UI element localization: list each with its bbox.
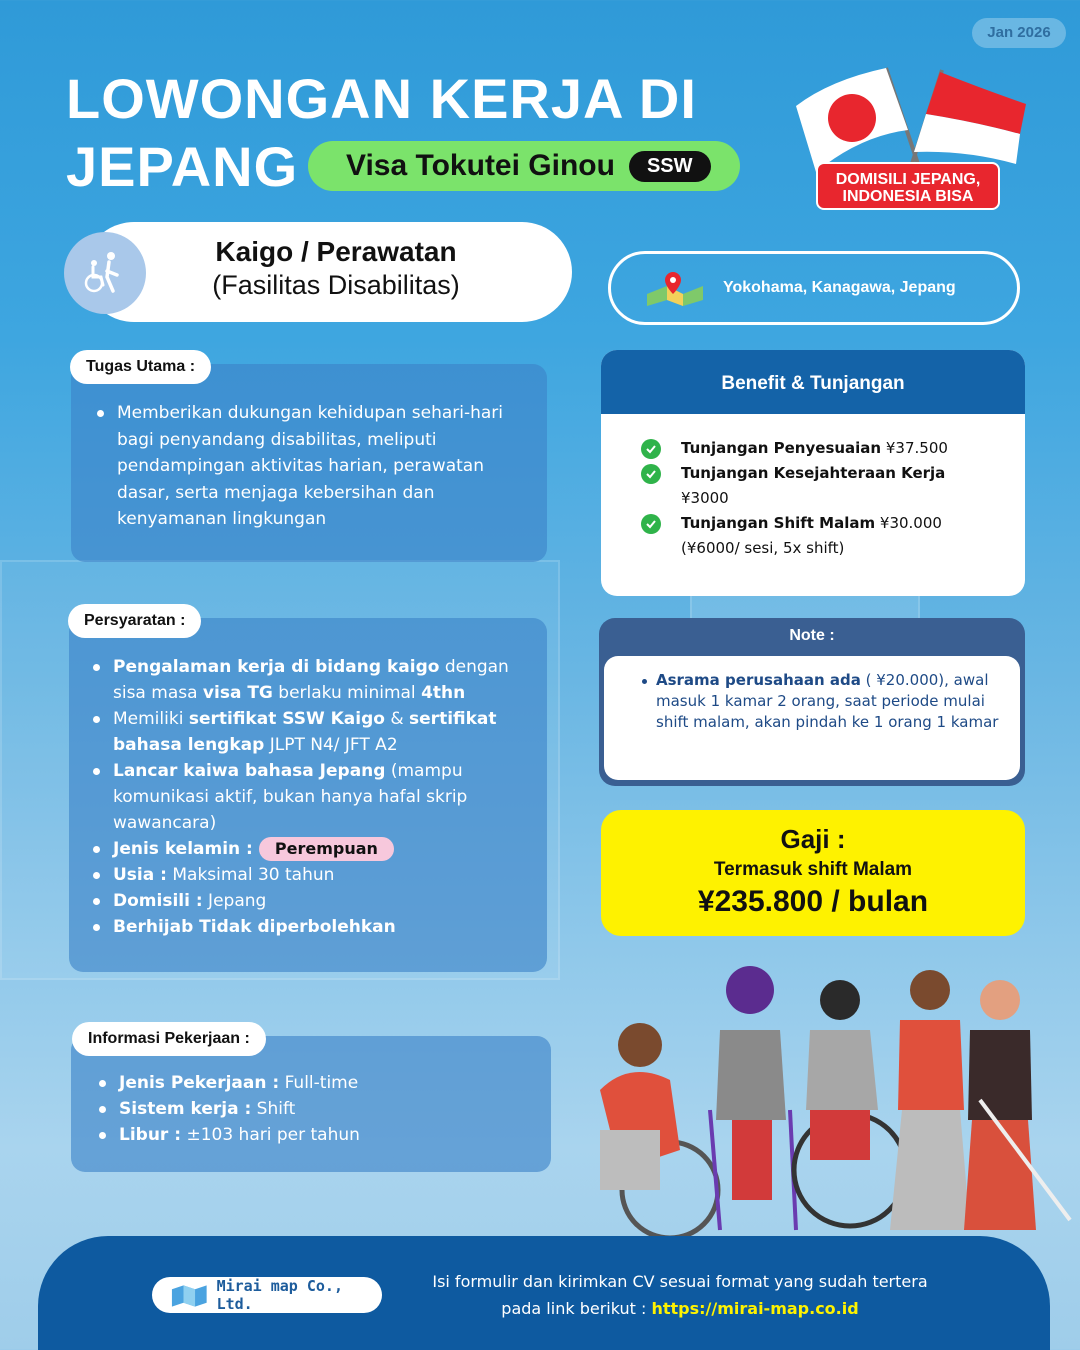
footer-line1: Isi formulir dan kirimkan CV sesuai format yang sudah tertera bbox=[432, 1272, 928, 1291]
check-icon bbox=[641, 514, 661, 534]
benefit-header: Benefit & Tunjangan bbox=[601, 350, 1025, 414]
tugas-tag: Tugas Utama : bbox=[70, 350, 211, 384]
tugas-text: Memberikan dukungan kehidupan sehari-hari bagi penyandang disabilitas, meliputi pendampingan aktivitas harian, perawatan dasar, serta menjaga kebersihan dan kenyamanan lingkungan bbox=[95, 400, 517, 533]
informasi-box bbox=[71, 1036, 551, 1172]
req-certificate: Memiliki sertifikat SSW Kaigo & sertifikat bahasa lengkap JLPT N4/ JFT A2 bbox=[91, 706, 531, 758]
persyaratan-box bbox=[69, 618, 547, 972]
date-badge: Jan 2026 bbox=[972, 18, 1066, 48]
salary-header: Gaji : bbox=[780, 824, 846, 854]
info-holiday: Libur : ±103 hari per tahun bbox=[97, 1122, 531, 1148]
req-experience: Pengalaman kerja di bidang kaigo dengan sisa masa visa TG berlaku minimal 4thn bbox=[91, 654, 531, 706]
ssw-badge: SSW bbox=[629, 151, 711, 182]
domisili-line2: INDONESIA BISA bbox=[842, 188, 974, 205]
footer-text bbox=[410, 1268, 950, 1322]
gender-pill: Perempuan bbox=[259, 837, 394, 861]
visa-pill bbox=[308, 141, 740, 191]
req-gender: Jenis kelamin : Perempuan bbox=[91, 836, 531, 862]
japan-flag bbox=[796, 68, 920, 172]
page-title-line2: JEPANG bbox=[66, 135, 299, 198]
visa-label: Visa Tokutei Ginou bbox=[346, 149, 615, 182]
persyaratan-tag: Persyaratan : bbox=[68, 604, 201, 638]
check-icon bbox=[641, 464, 661, 484]
req-age: Usia : Maksimal 30 tahun bbox=[91, 862, 531, 888]
page-title: LOWONGAN KERJA DI bbox=[66, 67, 697, 130]
job-subtitle: (Fasilitas Disabilitas) bbox=[212, 270, 460, 300]
benefit-item: Tunjangan Kesejahteraan Kerja ¥3000 bbox=[641, 461, 1025, 511]
note-body: Asrama perusahaan ada ( ¥20.000), awal masuk 1 kamar 2 orang, saat periode mulai shift malam, akan pindah ke 1 orang 1 kamar bbox=[604, 656, 1020, 780]
indonesia-flag bbox=[910, 70, 1026, 170]
job-title: Kaigo / Perawatan bbox=[215, 236, 457, 267]
note-card bbox=[599, 618, 1025, 786]
benefit-item: Tunjangan Penyesuaian ¥37.500 bbox=[641, 436, 1025, 461]
benefit-item: Tunjangan Shift Malam ¥30.000 (¥6000/ sesi, 5x shift) bbox=[641, 511, 1025, 561]
salary-sub: Termasuk shift Malam bbox=[713, 859, 913, 880]
req-domicile: Domisili : Jepang bbox=[91, 888, 531, 914]
wheelchair-caregiver-icon bbox=[64, 232, 146, 314]
domisili-badge bbox=[816, 162, 1000, 210]
salary-card bbox=[601, 810, 1025, 936]
req-kaiwa: Lancar kaiwa bahasa Jepang (mampu komunikasi aktif, bukan hanya hafal skrip wawancara) bbox=[91, 758, 531, 836]
info-job-type: Jenis Pekerjaan : Full-time bbox=[97, 1070, 531, 1096]
company-map-icon bbox=[170, 1283, 209, 1307]
map-pin-icon bbox=[643, 268, 707, 308]
note-header: Note : bbox=[789, 627, 835, 644]
location-pill bbox=[608, 251, 1020, 325]
check-icon bbox=[641, 439, 661, 459]
info-work-system: Sistem kerja : Shift bbox=[97, 1096, 531, 1122]
company-logo[interactable] bbox=[152, 1277, 382, 1313]
company-name: Mirai map Co., Ltd. bbox=[216, 1277, 343, 1313]
informasi-tag: Informasi Pekerjaan : bbox=[72, 1022, 266, 1056]
benefit-card bbox=[601, 350, 1025, 596]
tugas-box bbox=[71, 364, 547, 562]
domisili-line1: DOMISILI JEPANG, bbox=[835, 171, 981, 188]
footer-line2: pada link berikut : bbox=[501, 1299, 652, 1318]
people-illustration bbox=[560, 950, 1080, 1240]
location-text: Yokohama, Kanagawa, Jepang bbox=[723, 279, 956, 296]
footer-link[interactable]: https://mirai-map.co.id bbox=[651, 1299, 859, 1318]
salary-value: ¥235.800 / bulan bbox=[697, 885, 929, 918]
req-hijab: Berhijab Tidak diperbolehkan bbox=[91, 914, 531, 940]
